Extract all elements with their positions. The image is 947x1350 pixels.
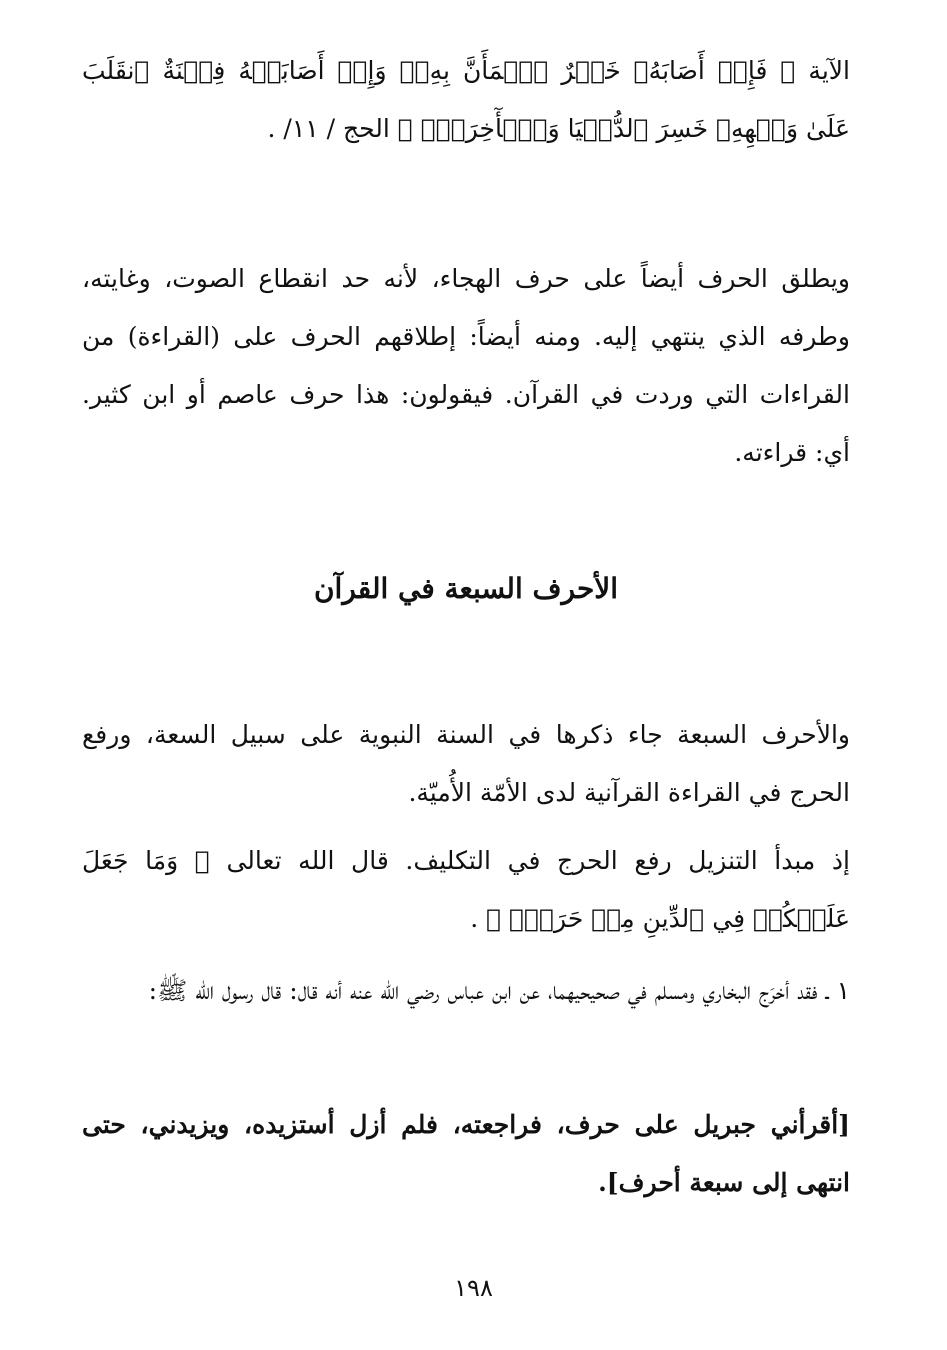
quran-verse-paragraph: الآية ﴿ فَإِنۡ أَصَابَهُۥ خَيۡرٌ ٱطۡمَأَنَّ بِهِۦۖ وَإِنۡ أَصَابَتۡهُ فِتۡنَةٌ ٱنقَلَبَ عَلَىٰ وَجۡهِهِۦ خَسِرَ ٱلدُّنۡيَا وَٱلۡأٓخِرَةَۚ ﴾ الحج / ١١/ . <box>82 56 850 143</box>
hadith-quote: [أقرأني جبريل على حرف، فراجعته، فلم أزل أستزيده، ويزيدني، حتى انتهى إلى سبعة أحرف]. <box>82 1110 850 1197</box>
body-paragraph-seven-letters: والأحرف السبعة جاء ذكرها في السنة النبوية على سبيل السعة، ورفع الحرج في القراءة القرآنية لدى الأمّة الأُميّة. <box>82 720 850 807</box>
page-number: ١٩٨ <box>454 1274 493 1302</box>
body-paragraph-letter-meaning: ويطلق الحرف أيضاً على حرف الهجاء، لأنه حد انقطاع الصوت، وغايته، وطرفه الذي ينتهي إليه. ومنه أيضاً: إطلاقهم الحرف على (القراءة) من القراءات التي وردت في القرآن. فيقولون: هذا حرف عاصم أو ابن كثير. أي: قراءته. <box>82 264 850 467</box>
body-paragraph-hadith-source: ١ ـ فقد أخرَج البخاري ومسلم في صحيحيهما، عن ابن عباس رضي الله عنه أنه قال: قال رسول الله ﷺ: <box>148 976 850 1005</box>
section-heading: الأحرف السبعة في القرآن <box>313 572 619 605</box>
body-paragraph-ease: إذ مبدأ التنزيل رفع الحرج في التكليف. قال الله تعالى ﴿ وَمَا جَعَلَ عَلَيۡكُمۡ فِي ٱلدِّينِ مِنۡ حَرَجٖۚ ﴾ . <box>82 846 850 933</box>
